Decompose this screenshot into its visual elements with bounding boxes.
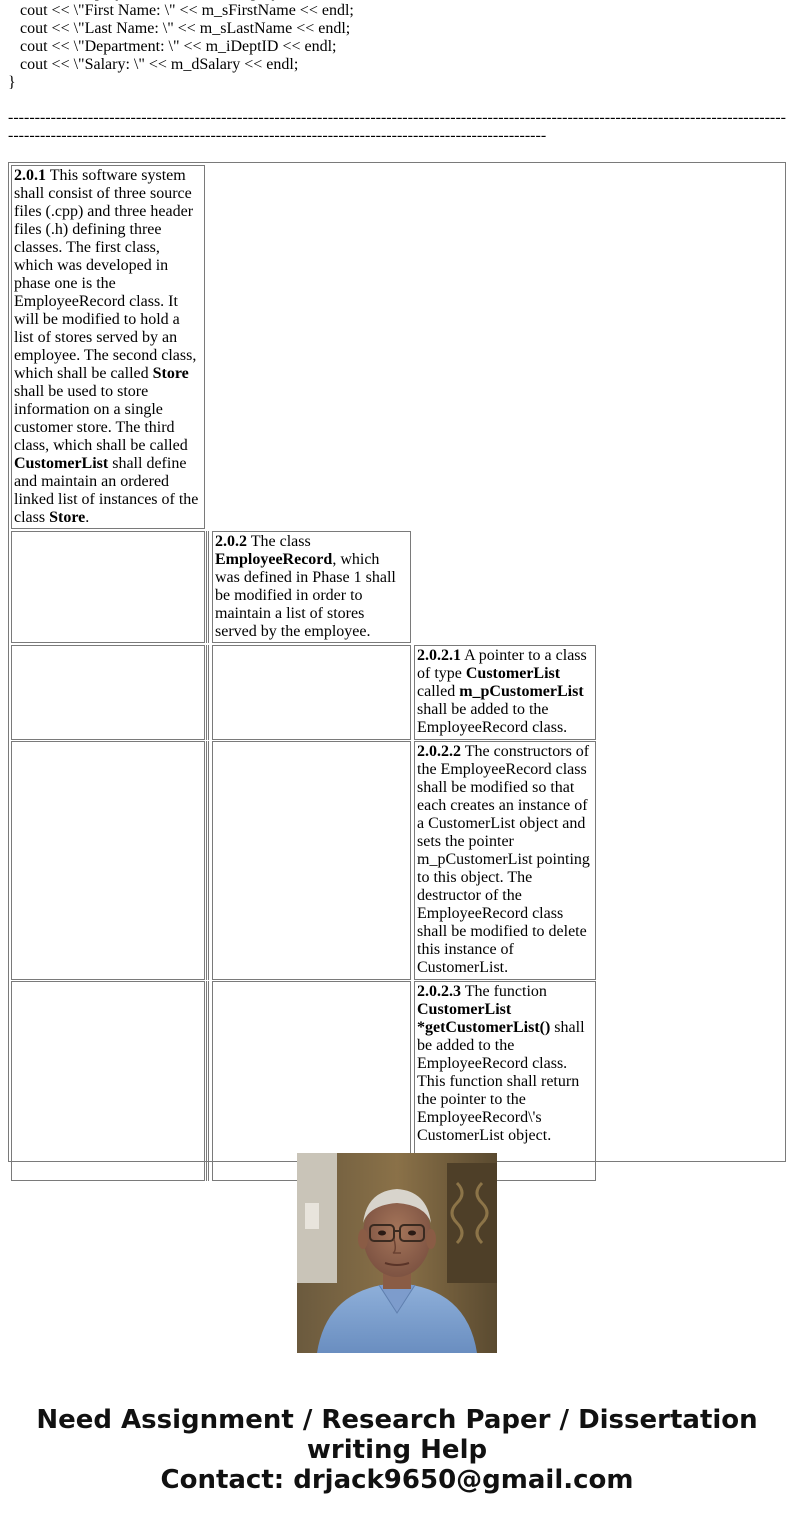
requirement-2-0-1: 2.0.1 This software system shall consist of three source files (.cpp) and three header files (.h) defining three classes. The first class, which was developed in phase one is the EmployeeRecord class. It will be modified to hold a list of stores served by an employee. The second class, which shall be called Store shall be used to store information on a single customer store. The third class, which shall be called CustomerList shall define and maintain an ordered linked list of instances of the class Store. xyxy=(11,165,205,529)
code-line-salary: cout << \"Salary: \" << m_dSalary << endl; xyxy=(8,56,299,73)
empty-cell xyxy=(11,741,205,980)
requirement-2-0-2-1: 2.0.2.1 A pointer to a class of type CustomerList called m_pCustomerList shall be added to the EmployeeRecord class. xyxy=(414,645,596,740)
dashed-separator: ------------------------------------------------------------------------------------------------------------------------------------------------------------------------------------------------------------------------------------------------------- xyxy=(8,109,786,144)
empty-cell xyxy=(212,981,411,1181)
nested-table-border xyxy=(206,741,209,980)
contact-banner-line-1: Need Assignment / Research Paper / Dissertation xyxy=(36,1405,758,1435)
code-closing-brace: } xyxy=(8,74,16,91)
contact-banner-line-2: writing Help xyxy=(306,1435,488,1465)
requirement-2-0-2: 2.0.2 The class EmployeeRecord, which was defined in Phase 1 shall be modified in order to maintain a list of stores served by the employee. xyxy=(212,531,411,643)
contact-banner-email: Contact: drjack9650@gmail.com xyxy=(160,1465,634,1495)
author-avatar xyxy=(297,1153,497,1353)
nested-table-border xyxy=(206,645,209,740)
empty-cell xyxy=(11,645,205,740)
requirement-2-0-2-2: 2.0.2.2 The constructors of the EmployeeRecord class shall be modified so that each creates an instance of a CustomerList object and sets the pointer m_pCustomerList pointing to this object. The destructor of the EmployeeRecord class shall be modified to delete this instance of CustomerList. xyxy=(414,741,596,980)
empty-cell xyxy=(11,981,205,1181)
empty-cell xyxy=(212,645,411,740)
nested-table-border xyxy=(206,531,209,643)
code-line-department: cout << \"Department: \" << m_iDeptID << endl; xyxy=(8,38,337,55)
requirements-table xyxy=(8,162,786,1162)
person-portrait-icon xyxy=(297,1153,497,1353)
code-line-first-name: cout << \"First Name: \" << m_sFirstName << endl; xyxy=(8,2,354,19)
empty-cell xyxy=(212,741,411,980)
code-line-last-name: cout << \"Last Name: \" << m_sLastName << endl; xyxy=(8,20,351,37)
nested-table-border xyxy=(206,981,209,1181)
contact-banner xyxy=(0,1405,794,1495)
empty-cell xyxy=(11,531,205,643)
requirement-2-0-2-3: 2.0.2.3 The function CustomerList *getCustomerList() shall be added to the EmployeeRecord class. This function shall return the pointer to the EmployeeRecord\'s CustomerList object. xyxy=(414,981,596,1181)
